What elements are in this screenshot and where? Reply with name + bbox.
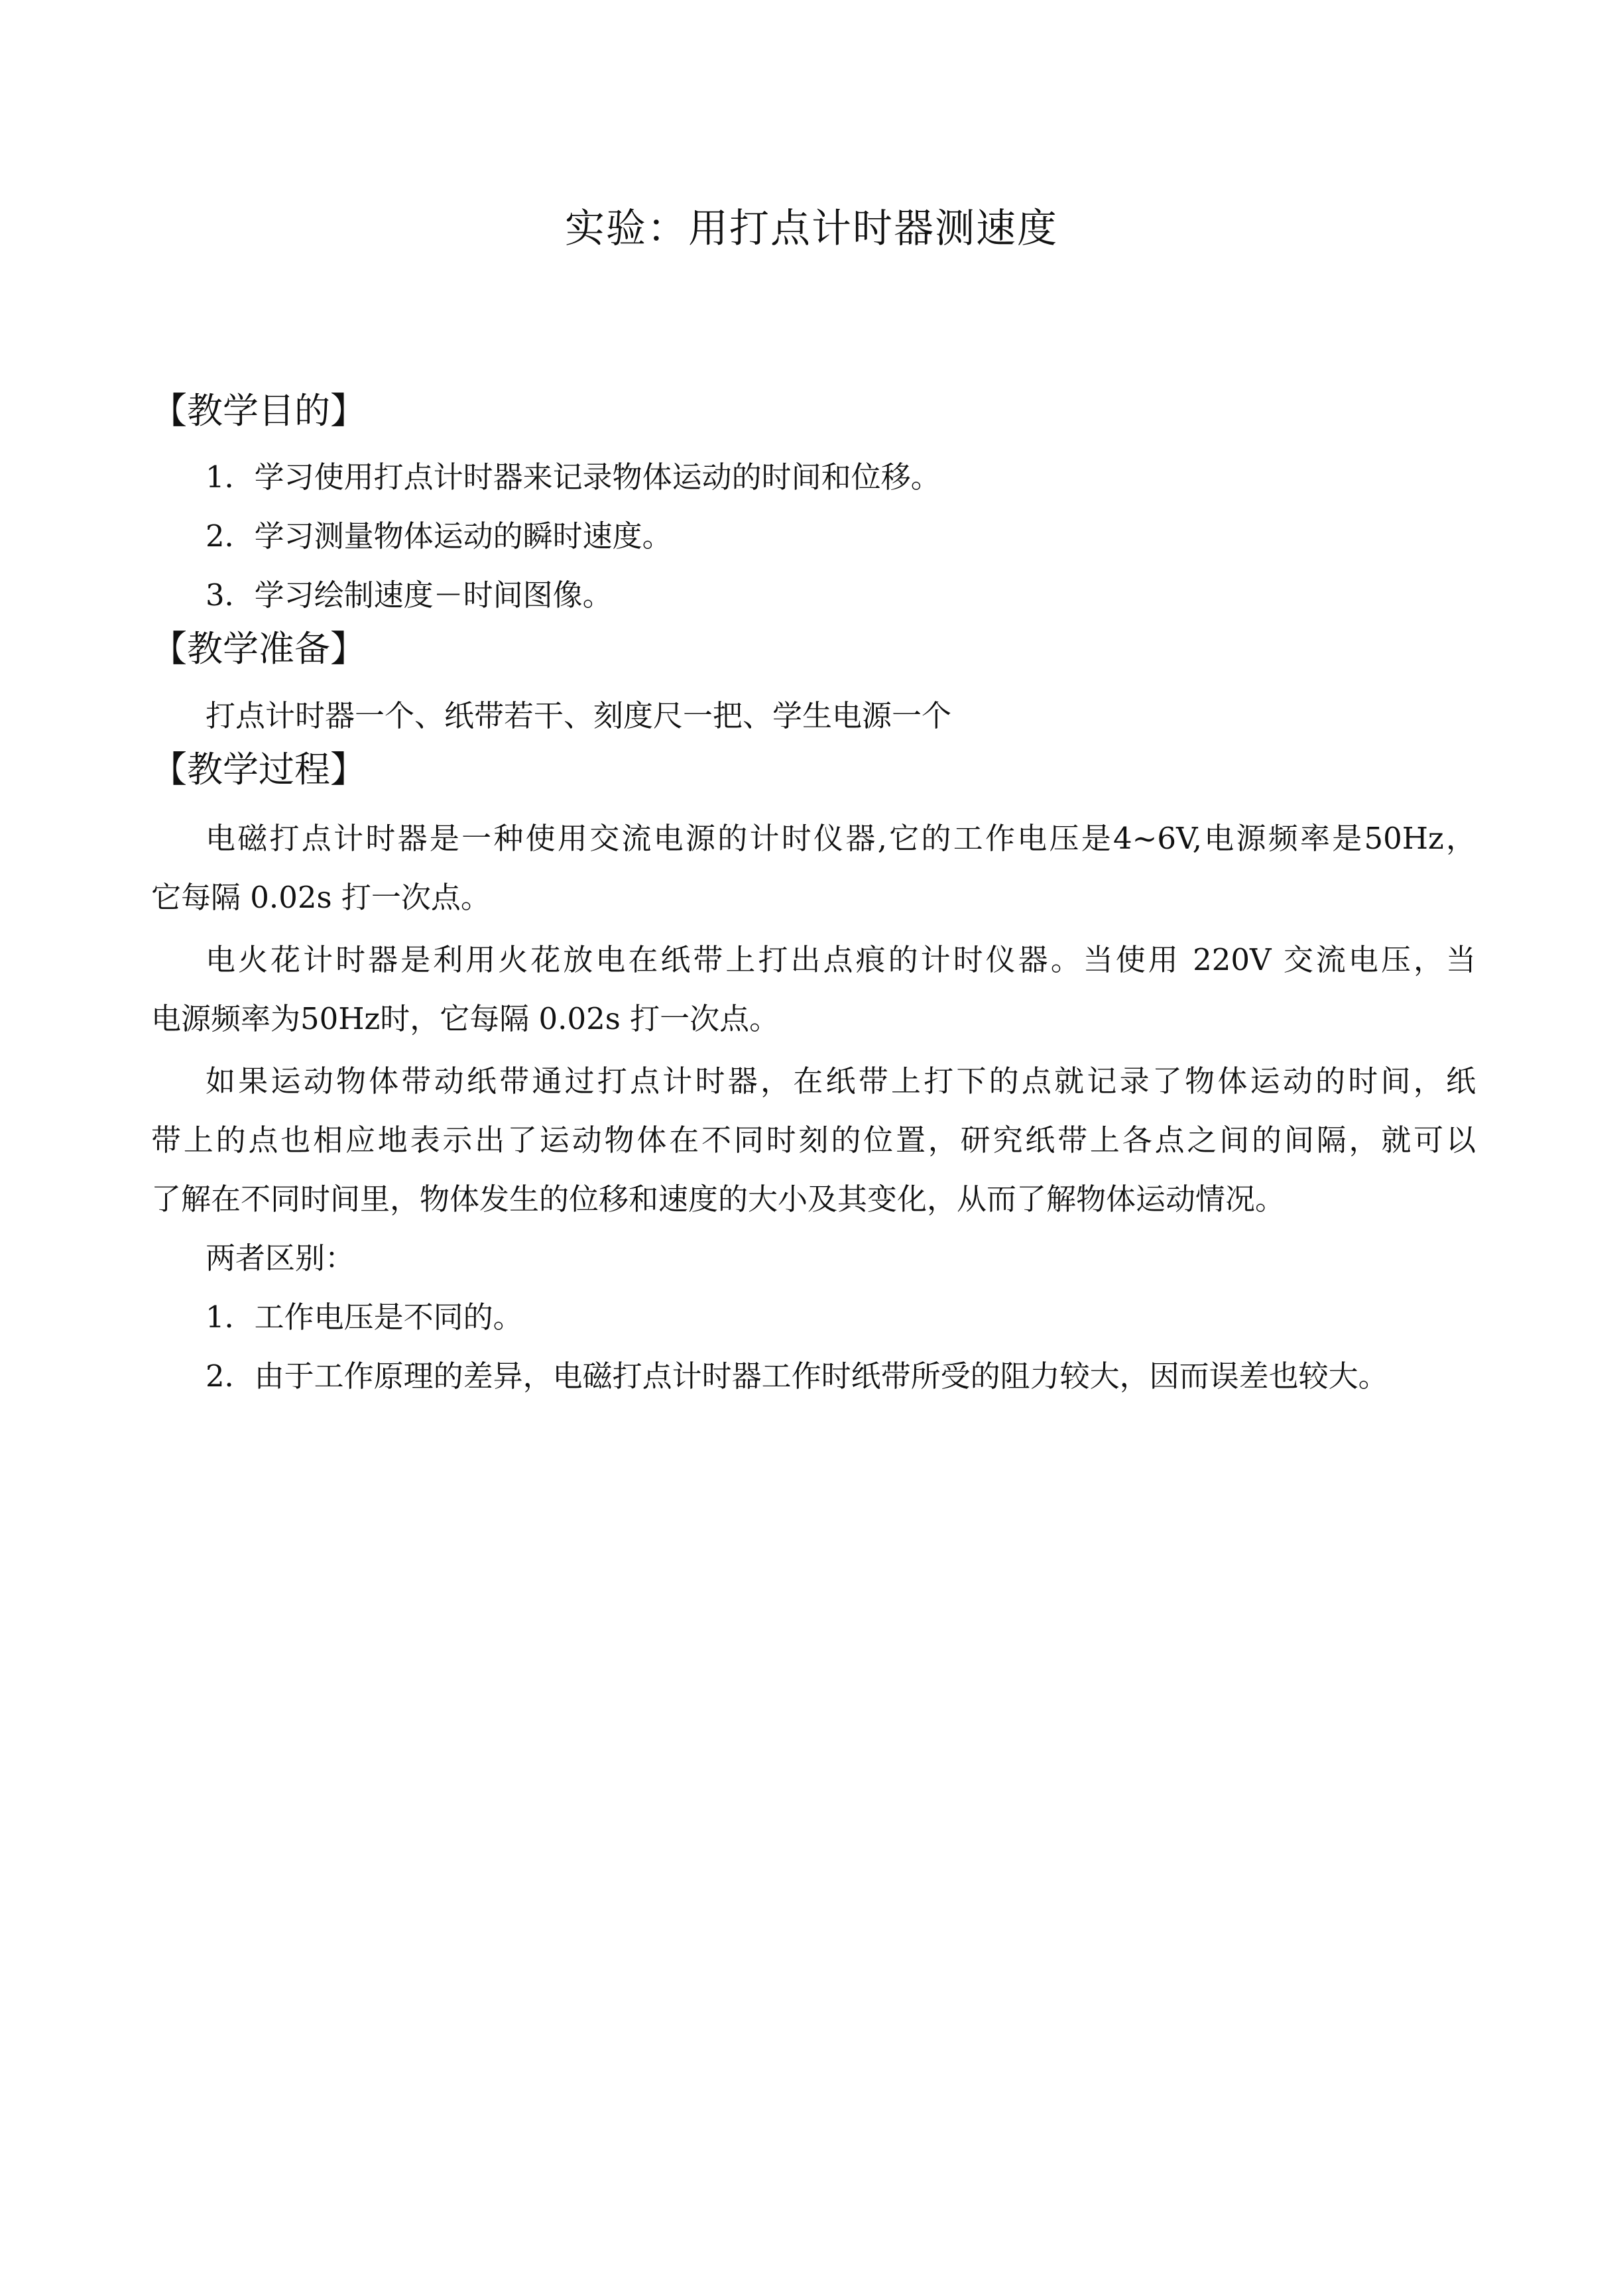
paragraph-line: 电源频率为50Hz时，它每隔 0.02s 打一次点。 (151, 1001, 780, 1036)
objective-item: 2．学习测量物体运动的瞬时速度。 (206, 518, 672, 554)
difference-item: 1．工作电压是不同的。 (206, 1299, 523, 1335)
preparation-text: 打点计时器一个、纸带若干、刻度尺一把、学生电源一个 (206, 698, 952, 733)
paragraph-line: 了解在不同时间里，物体发生的位移和速度的大小及其变化，从而了解物体运动情况。 (151, 1181, 1286, 1217)
section-heading-process: 【教学过程】 (151, 749, 366, 790)
section-heading-preparation: 【教学准备】 (151, 628, 366, 670)
section-heading-objectives: 【教学目的】 (151, 390, 366, 432)
objective-item: 1．学习使用打点计时器来记录物体运动的时间和位移。 (206, 459, 941, 495)
difference-item: 2．由于工作原理的差异，电磁打点计时器工作时纸带所受的阻力较大，因而误差也较大。 (206, 1359, 1388, 1394)
objective-item: 3．学习绘制速度－时间图像。 (206, 577, 613, 613)
page-title: 实验：用打点计时器测速度 (565, 206, 1058, 252)
paragraph-line: 带上的点也相应地表示出了运动物体在不同时刻的位置，研究纸带上各点之间的间隔，就可以 (151, 1122, 1476, 1158)
paragraph-line: 如果运动物体带动纸带通过打点计时器，在纸带上打下的点就记录了物体运动的时间，纸 (206, 1063, 1476, 1099)
difference-heading: 两者区别： (206, 1240, 355, 1276)
paragraph-line: 它每隔 0.02s 打一次点。 (151, 880, 491, 915)
paragraph-line: 电磁打点计时器是一种使用交流电源的计时仪器,它的工作电压是4~6V,电源频率是50Hz， (206, 821, 1476, 856)
paragraph-line: 电火花计时器是利用火花放电在纸带上打出点痕的计时仪器。当使用 220V 交流电压，当 (206, 942, 1476, 977)
